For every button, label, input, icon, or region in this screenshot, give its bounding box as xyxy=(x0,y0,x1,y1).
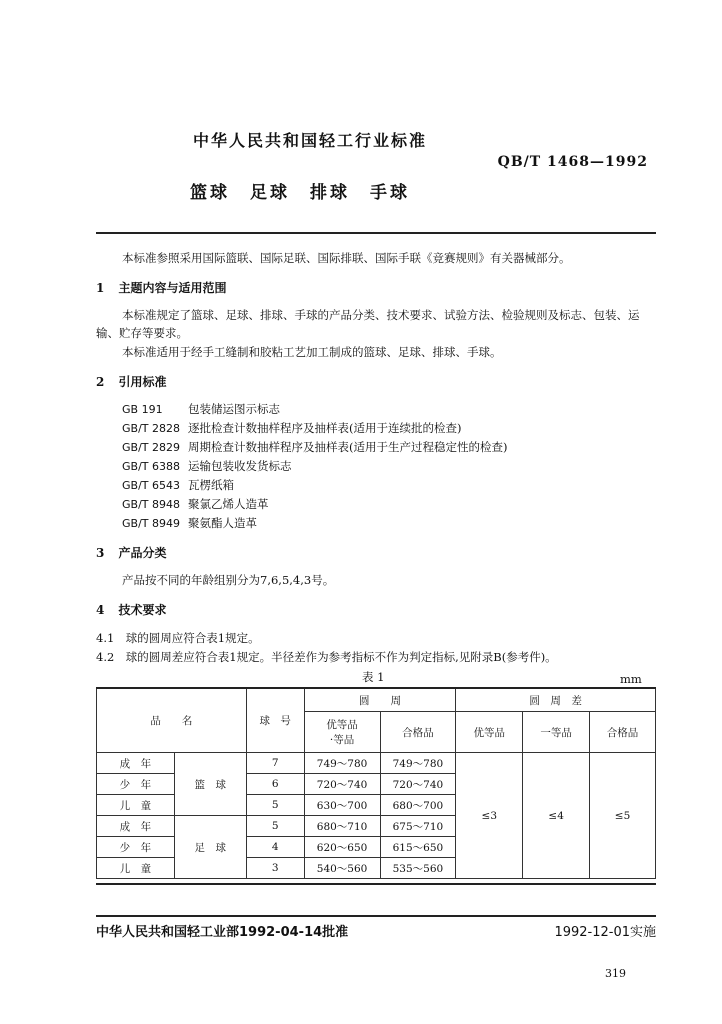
section-title: 产品分类 xyxy=(118,546,167,560)
page-number: 319 xyxy=(605,967,626,980)
age-group-cell: 少 年 xyxy=(97,837,175,858)
circumference-qualified-cell: 675～710 xyxy=(380,816,456,837)
circumference-qualified-cell: 749～780 xyxy=(380,753,456,774)
reference-name: 运输包装收发货标志 xyxy=(188,459,292,473)
age-group-cell: 少 年 xyxy=(97,774,175,795)
reference-name: 包装储运图示标志 xyxy=(188,402,280,416)
header-superior: 优等品 xyxy=(326,719,358,731)
reference-code: GB/T 6543 xyxy=(122,479,180,492)
circumference-qualified-cell: 680～700 xyxy=(380,795,456,816)
header-diff-qualified: 合格品 xyxy=(590,712,656,753)
section-number: 3 xyxy=(96,546,105,560)
reference-name: 周期检查计数抽样程序及抽样表(适用于生产过程稳定性的检查) xyxy=(188,440,508,454)
header-ball-number: 球 号 xyxy=(246,689,304,753)
section-4-heading xyxy=(96,601,167,618)
header-circumference-difference: 圆 周 差 xyxy=(456,689,656,712)
section-1-paragraph-2: 本标准适用于经手工缝制和胶粘工艺加工制成的篮球、足球、排球、手球。 xyxy=(122,345,502,359)
age-group-cell: 儿 童 xyxy=(97,795,175,816)
section-number: 1 xyxy=(96,281,105,295)
ball-type-cell: 篮 球 xyxy=(174,753,246,816)
section-3-paragraph: 产品按不同的年龄组别分为7,6,5,4,3号。 xyxy=(122,573,335,587)
reference-code: GB/T 6388 xyxy=(122,460,180,473)
section-title: 引用标准 xyxy=(118,375,167,389)
circumference-superior-cell: 749～780 xyxy=(304,753,380,774)
ball-number-cell: 6 xyxy=(246,774,304,795)
header-diff-superior: 优等品 xyxy=(456,712,523,753)
ball-type-cell: 足 球 xyxy=(174,816,246,879)
reference-code: GB/T 8948 xyxy=(122,498,180,511)
table-row xyxy=(97,753,656,774)
reference-name: 聚氨酯人造革 xyxy=(188,516,257,530)
table-top-rule xyxy=(96,687,656,689)
header-circumference: 圆 周 xyxy=(304,689,456,712)
table-bottom-rule xyxy=(96,883,656,885)
implementation-date: 1992-12-01实施 xyxy=(554,925,656,940)
ball-number-cell: 7 xyxy=(246,753,304,774)
circumference-superior-cell: 540～560 xyxy=(304,858,380,879)
age-group-cell: 成 年 xyxy=(97,753,175,774)
circumference-superior-cell: 720～740 xyxy=(304,774,380,795)
circumference-qualified-cell: 535～560 xyxy=(380,858,456,879)
reference-item xyxy=(122,401,280,417)
circumference-superior-cell: 680～710 xyxy=(304,816,380,837)
table-unit: mm xyxy=(620,672,642,686)
section-3-heading xyxy=(96,544,167,561)
reference-name: 瓦楞纸箱 xyxy=(188,478,234,492)
intro-paragraph: 本标准参照采用国际篮联、国际足联、国际排联、国际手联《竞赛规则》有关器械部分。 xyxy=(122,251,571,265)
circumference-superior-cell: 620～650 xyxy=(304,837,380,858)
section-1-paragraph-1-line-1: 本标准规定了篮球、足球、排球、手球的产品分类、技术要求、试验方法、检验规则及标志、包装、运 xyxy=(122,308,640,322)
table-header-row xyxy=(97,689,656,712)
reference-item xyxy=(122,458,292,474)
reference-item xyxy=(122,420,461,436)
reference-name: 聚氯乙烯人造革 xyxy=(188,497,269,511)
approval-statement: 中华人民共和国轻工业部1992-04-14批准 xyxy=(96,925,349,940)
header-diff-first: 一等品 xyxy=(523,712,590,753)
age-group-cell: 成 年 xyxy=(97,816,175,837)
standard-code: QB/T 1468—1992 xyxy=(497,154,648,170)
age-group-cell: 儿 童 xyxy=(97,858,175,879)
circumference-qualified-cell: 615～650 xyxy=(380,837,456,858)
reference-item xyxy=(122,496,269,512)
section-title: 主题内容与适用范围 xyxy=(118,281,227,295)
section-2-heading xyxy=(96,373,167,390)
footer-divider xyxy=(96,915,656,917)
header-superior-first xyxy=(304,712,380,753)
specification-table xyxy=(96,688,656,879)
document-title: 篮球 足球 排球 手球 xyxy=(190,183,410,203)
clause-4-1: 4.1 球的圆周应符合表1规定。 xyxy=(96,631,260,645)
header-divider xyxy=(96,232,656,234)
reference-code: GB/T 8949 xyxy=(122,517,180,530)
section-number: 2 xyxy=(96,375,105,389)
section-1-paragraph-1-line-2: 输、贮存等要求。 xyxy=(96,326,188,340)
table-caption: 表 1 xyxy=(362,670,385,684)
ball-number-cell: 3 xyxy=(246,858,304,879)
issuing-organization: 中华人民共和国轻工行业标准 xyxy=(192,131,427,150)
reference-code: GB/T 2828 xyxy=(122,422,180,435)
ball-number-cell: 4 xyxy=(246,837,304,858)
section-1-heading xyxy=(96,279,227,296)
reference-item xyxy=(122,477,234,493)
diff-superior-cell: ≤3 xyxy=(456,753,523,879)
reference-name: 逐批检查计数抽样程序及抽样表(适用于连续批的检查) xyxy=(188,421,462,435)
clause-4-2: 4.2 球的圆周差应符合表1规定。半径差作为参考指标不作为判定指标,见附录B(参考件)。 xyxy=(96,650,557,664)
header-qualified: 合格品 xyxy=(380,712,456,753)
circumference-superior-cell: 630～700 xyxy=(304,795,380,816)
reference-code: GB 191 xyxy=(122,403,163,416)
section-number: 4 xyxy=(96,603,105,617)
header-first: ·等品 xyxy=(329,734,355,746)
ball-number-cell: 5 xyxy=(246,816,304,837)
ball-number-cell: 5 xyxy=(246,795,304,816)
diff-qualified-cell: ≤5 xyxy=(590,753,656,879)
section-title: 技术要求 xyxy=(118,603,167,617)
reference-item xyxy=(122,439,507,455)
diff-first-cell: ≤4 xyxy=(523,753,590,879)
reference-code: GB/T 2829 xyxy=(122,441,180,454)
reference-item xyxy=(122,515,257,531)
circumference-qualified-cell: 720～740 xyxy=(380,774,456,795)
header-product: 品 名 xyxy=(97,689,247,753)
